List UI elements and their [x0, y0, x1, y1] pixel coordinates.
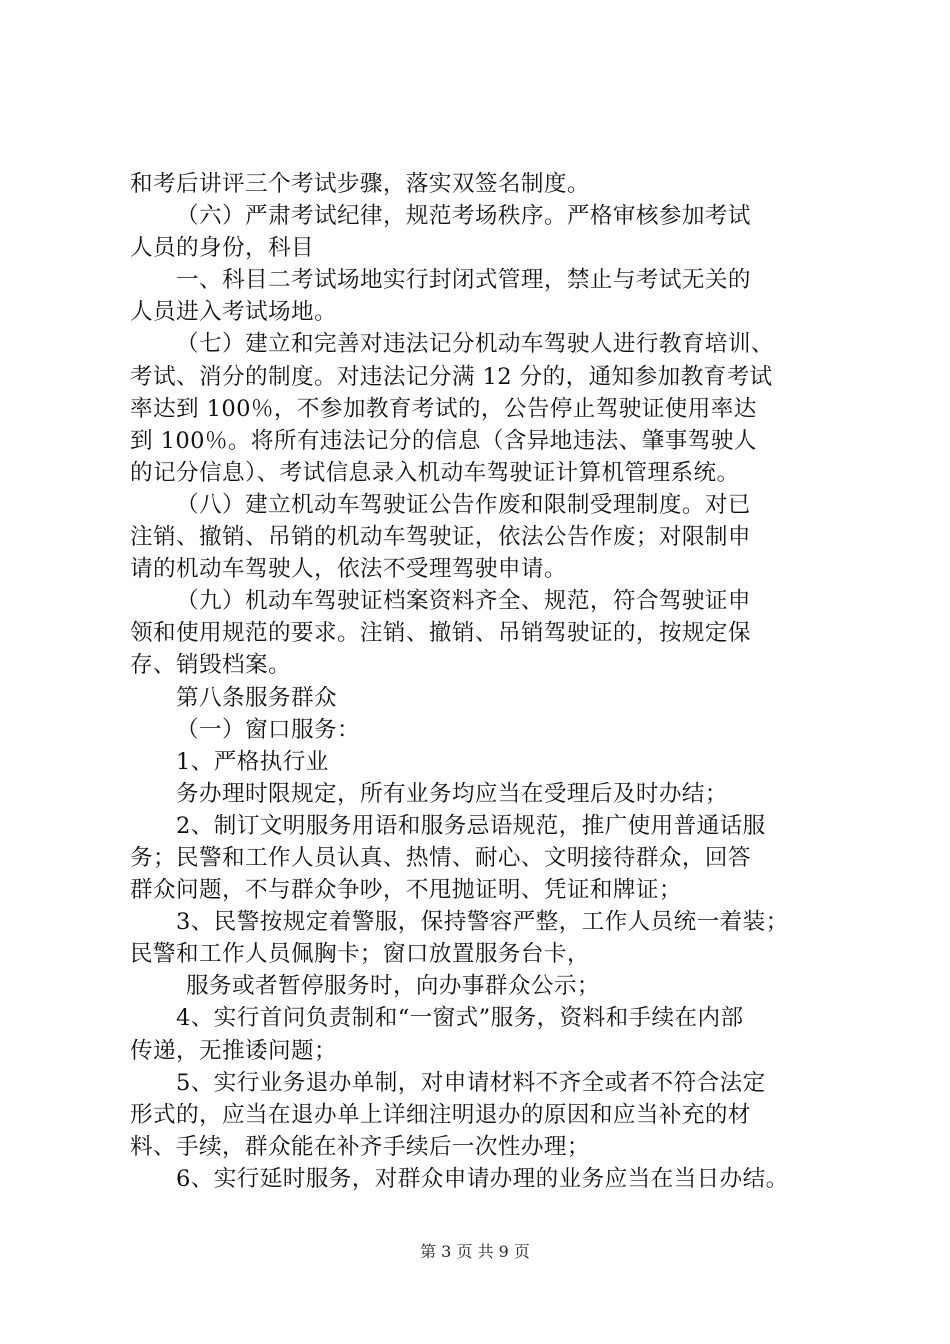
text-line: 5、实行业务退办单制，对申请材料不齐全或者不符合法定 [176, 1069, 766, 1096]
text-line: 和考后讲评三个考试步骤，落实双签名制度。 [130, 171, 590, 197]
text-line: 传递，无推诿问题； [130, 1037, 337, 1064]
text-line: 率达到 100％，不参加教育考试的，公告停止驾驶证使用率达 [130, 395, 757, 422]
subsection-heading: （一）窗口服务： [176, 716, 360, 743]
text-line: （九）机动车驾驶证档案资料齐全、规范，符合驾驶证申 [176, 588, 751, 615]
text-line: 考试、消分的制度。对违法记分满 12 分的，通知参加教育考试 [130, 363, 773, 390]
text-line: 的记分信息）、考试信息录入机动车驾驶证计算机管理系统。 [130, 459, 740, 486]
text-line: 料、手续，群众能在补齐手续后一次性办理； [130, 1133, 590, 1160]
text-line: 民警和工作人员佩胸卡；窗口放置服务台卡， [130, 941, 590, 968]
text-line: 4、实行首问负责制和“一窗式”服务，资料和手续在内部 [176, 1005, 744, 1032]
text-line: 一、科目二考试场地实行封闭式管理，禁止与考试无关的 [176, 267, 751, 294]
text-line: 人员的身份，科目 [130, 235, 314, 262]
text-line: （七）建立和完善对违法记分机动车驾驶人进行教育培训、 [176, 331, 774, 358]
text-line: （八）建立机动车驾驶证公告作废和限制受理制度。对已 [176, 491, 751, 518]
document-body [130, 168, 850, 1195]
text-line: 务办理时限规定，所有业务均应当在受理后及时办结； [176, 780, 728, 807]
text-line: 6、实行延时服务，对群众申请办理的业务应当在当日办结。 [176, 1165, 789, 1192]
text-line: 服务或者暂停服务时，向办事群众公示； [186, 973, 600, 1000]
text-line: （六）严肃考试纪律，规范考场秩序。严格审核参加考试 [176, 203, 751, 230]
text-line: 2、制订文明服务用语和服务忌语规范，推广使用普通话服 [176, 812, 766, 839]
text-line: 形式的，应当在退办单上详细注明退办的原因和应当补充的材 [130, 1101, 751, 1128]
text-line: 领和使用规范的要求。注销、撤销、吊销驾驶证的，按规定保 [130, 620, 751, 647]
text-line: 人员进入考试场地。 [130, 299, 337, 326]
text-line: 务；民警和工作人员认真、热情、耐心、文明接待群众，回答 [130, 844, 751, 871]
text-line: 注销、撤销、吊销的机动车驾驶证，依法公告作废；对限制申 [130, 524, 751, 551]
text-line: 到 100％。将所有违法记分的信息（含异地违法、肇事驾驶人 [130, 427, 757, 454]
section-heading: 第八条服务群众 [176, 684, 337, 711]
text-line: 3、民警按规定着警服，保持警容严整，工作人员统一着装； [176, 909, 789, 936]
text-line: 1、严格执行业 [176, 748, 329, 775]
page-number-footer: 第 3 页 共 9 页 [420, 1242, 530, 1261]
text-line: 存、销毁档案。 [130, 652, 291, 679]
text-line: 群众问题，不与群众争吵，不甩抛证明、凭证和牌证； [130, 877, 682, 904]
text-line: 请的机动车驾驶人，依法不受理驾驶申请。 [130, 556, 567, 583]
